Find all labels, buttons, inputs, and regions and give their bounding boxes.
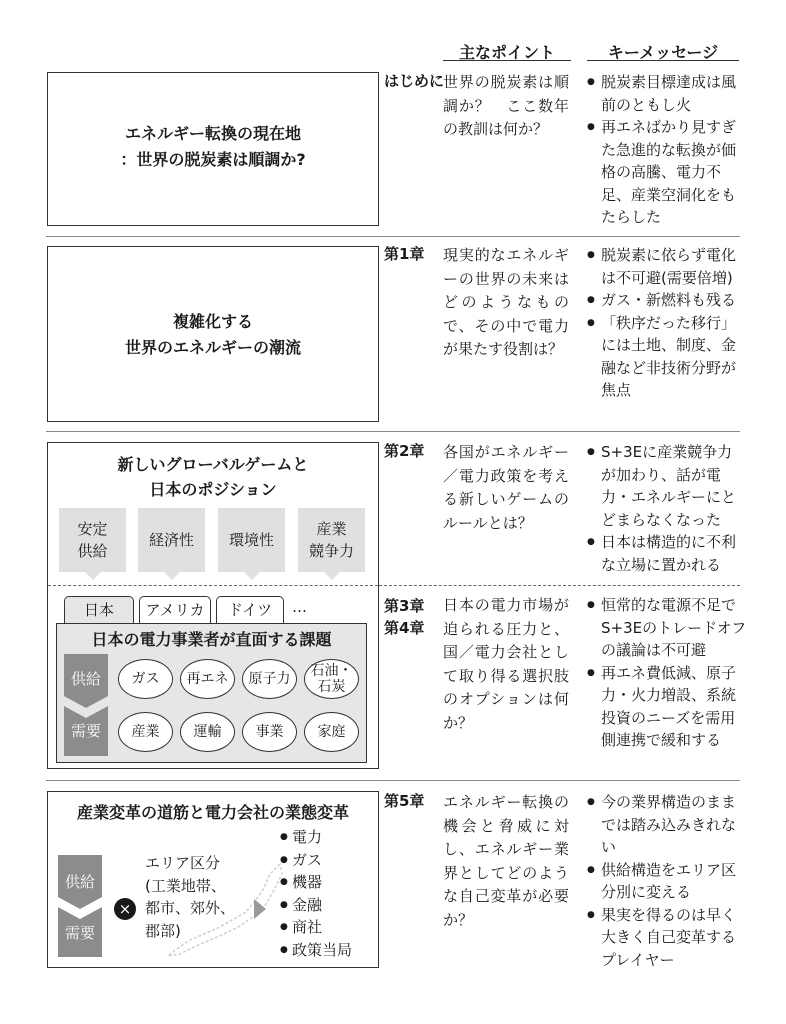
chapter-label-intro: はじめに	[384, 72, 445, 90]
intro-key-messages	[587, 71, 747, 229]
cross-icon: ×	[114, 898, 136, 920]
pillar-industrial-competitiveness: 産業 競争力	[298, 508, 365, 572]
list-item: ● 果実を得るのは早く大きく自己変革するプレイヤー	[587, 904, 747, 972]
supply-label: 供給	[70, 670, 101, 688]
section-divider	[46, 236, 740, 237]
chapter2-main-point: 各国がエネルギー／電力政策を考える新しいゲームのルールとは？	[443, 443, 569, 532]
section-divider	[46, 431, 740, 432]
chapter3-4-main-point: 日本の電力市場が迫られる圧力と、国／電力会社として取り得る選択肢のオプションは何か？	[443, 596, 569, 732]
chevron-right-icon	[254, 899, 266, 919]
intro-main-point: 世界の脱炭素は順調か？ ここ数年の教訓は何か？	[443, 73, 569, 138]
demand-label: 需要	[70, 722, 101, 740]
chapter1-key-messages	[587, 244, 747, 402]
demand-label-2: 需要	[64, 924, 95, 942]
chapter1-box	[47, 246, 379, 422]
list-item: ● 恒常的な電源不足でS+3Eのトレードオフの議論は不可避	[587, 594, 747, 662]
list-item: ● ガス・新燃料も残る	[587, 289, 747, 312]
header-main-points-underline	[443, 60, 571, 61]
list-item: ● 政策当局	[280, 939, 352, 962]
header-main-points: 主なポイント	[458, 43, 555, 62]
chapter5-main-point: エネルギー転換の機会と脅威に対し、エネルギー業界としてどのような自己変革が必要か？	[443, 793, 569, 929]
dotted-divider	[48, 585, 378, 586]
tab-germany[interactable]: ドイツ	[216, 596, 284, 624]
chapter2-box-title: 新しいグローバルゲームと 日本のポジション	[117, 455, 309, 499]
list-item: ● 再エネ費低減、原子力・火力増設、系統投資のニーズを需用側連携で緩和する	[587, 662, 747, 752]
list-item: ● 再エネばかり見すぎた急進的な転換が価格の高騰、電力不足、産業空洞化をもたらした	[587, 116, 747, 229]
supply-oil-coal: 石油・ 石炭	[304, 659, 359, 699]
intro-box	[47, 72, 379, 226]
demand-transport: 運輸	[180, 712, 235, 752]
pillar-environment: 環境性	[218, 508, 285, 572]
header-key-messages: キーメッセージ	[607, 43, 719, 62]
list-item: ● 供給構造をエリア区分別に変える	[587, 859, 747, 904]
chapter3-4-key-messages	[587, 594, 747, 752]
industry-players-list	[280, 826, 352, 961]
chapter1-main-point: 現実的なエネルギーの世界の未来はどのようなもので、その中で電力が果たす役割は？	[443, 246, 569, 358]
list-item: ● 電力	[280, 826, 352, 849]
list-item: ● S+3Eに産業競争力が加わり、話が電力・エネルギーにとどまらなくなった	[587, 441, 747, 531]
list-item: ● 日本は構造的に不利な立場に置かれる	[587, 531, 747, 576]
intro-box-title: エネルギー転換の現在地 ：世界の脱炭素は順調か?	[120, 124, 306, 169]
tab-more: …	[292, 598, 307, 616]
chapter-label-1: 第1章	[384, 245, 425, 263]
chapter-label-4: 第4章	[384, 619, 425, 637]
section-divider	[46, 780, 740, 781]
demand-business: 事業	[242, 712, 297, 752]
tab-japan[interactable]: 日本	[64, 596, 134, 624]
japan-issues-title: 日本の電力事業者が直面する課題	[91, 630, 332, 649]
list-item: ● 脱炭素目標達成は風前のともし火	[587, 71, 747, 116]
pillar-economy: 経済性	[138, 508, 205, 572]
chapter2-key-messages	[587, 441, 747, 576]
tab-america[interactable]: アメリカ	[139, 596, 211, 624]
chapter5-box-title: 産業変革の道筋と電力会社の業態変革	[76, 803, 349, 822]
area-segmentation-text: エリア区分 (工業地帯、 都市、郊外、 郡部)	[145, 854, 236, 940]
list-item: ● 商社	[280, 916, 352, 939]
chapter-label-3: 第3章	[384, 597, 425, 615]
list-item: ● ガス	[280, 849, 352, 872]
list-item: ● 機器	[280, 871, 352, 894]
header-key-messages-underline	[587, 60, 739, 61]
chapter-divider-dotted	[379, 585, 740, 586]
chapter-label-5: 第5章	[384, 792, 425, 810]
chapter1-box-title: 複雑化する 世界のエネルギーの潮流	[124, 312, 301, 357]
list-item: ● 今の業界構造のままでは踏み込みきれない	[587, 791, 747, 859]
demand-household: 家庭	[304, 712, 359, 752]
supply-nuclear: 原子力	[242, 659, 297, 699]
pillar-stable-supply: 安定 供給	[59, 508, 126, 572]
chapter5-key-messages	[587, 791, 747, 971]
supply-gas: ガス	[118, 659, 173, 699]
list-item: ● 金融	[280, 894, 352, 917]
demand-industry: 産業	[118, 712, 173, 752]
chapter-label-2: 第2章	[384, 442, 425, 460]
list-item: ● 「秩序だった移行」には土地、制度、金融など非技術分野が焦点	[587, 312, 747, 402]
supply-renewables: 再エネ	[180, 659, 235, 699]
supply-label-2: 供給	[64, 873, 95, 891]
list-item: ● 脱炭素に依らず電化は不可避(需要倍増)	[587, 244, 747, 289]
